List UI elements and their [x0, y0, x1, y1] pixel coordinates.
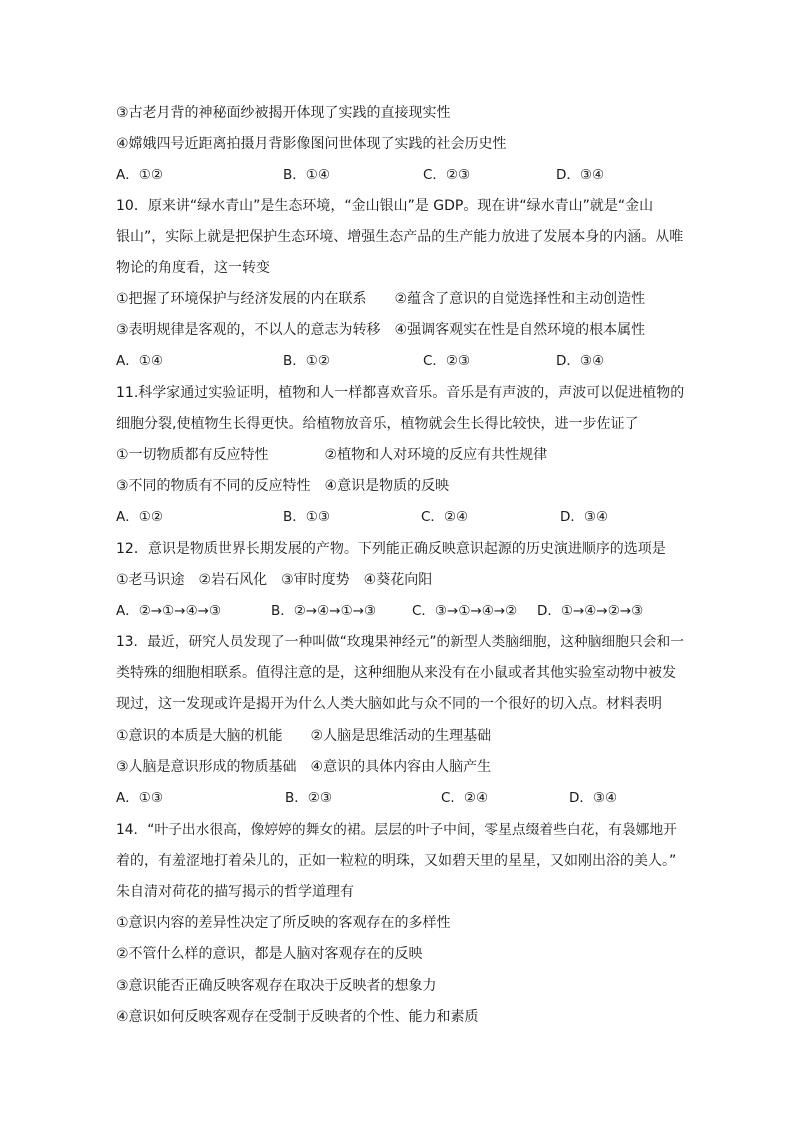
q10-statements-3-4: ③表明规律是客观的，不以人的意志为转移 ④强调客观实在性是自然环境的根本属性	[116, 322, 646, 338]
q11-option-a[interactable]: A．①②	[116, 509, 163, 525]
q10-option-c[interactable]: C．②③	[423, 353, 471, 369]
q10-stem-line-2: 银山”，实际上就是把保护生态环境、增强生态产品的生产能力放进了发展本身的内涵。从唯	[116, 229, 684, 245]
q13-option-d[interactable]: D．③④	[569, 790, 618, 806]
q9-statement-4: ④嫦娥四号近距离拍摄月背影像图问世体现了实践的社会历史性	[116, 136, 507, 152]
q10-stem-line-1: 10．原来讲“绿水青山”是生态环境，“金山银山”是 GDP。现在讲“绿水青山”就是“金山	[116, 198, 654, 214]
q13-stem-line-3: 现过，这一发现或许是揭开为什么人类大脑如此与众不同的一个很好的切入点。材料表明	[116, 696, 662, 712]
q12-option-a[interactable]: A．②→①→④→③	[116, 603, 222, 619]
q11-option-d[interactable]: D．③④	[560, 509, 609, 525]
q10-option-d[interactable]: D．③④	[556, 353, 605, 369]
q14-statement-4: ④意识如何反映客观存在受制于反映者的个性、能力和素质	[116, 1009, 479, 1025]
q13-options	[116, 788, 686, 808]
q12-statements: ①老马识途 ②岩石风化 ③审时度势 ④葵花向阳	[116, 572, 433, 588]
q14-stem-line-1: 14．“叶子出水很高，像婷婷的舞女的裙。层层的叶子中间，零星点缀着些白花，有袅娜地开	[116, 822, 677, 838]
q11-option-b[interactable]: B．①③	[283, 509, 330, 525]
q13-statements-3-4: ③人脑是意识形成的物质基础 ④意识的具体内容由人脑产生	[116, 759, 492, 775]
q12-option-b[interactable]: B．②→④→①→③	[271, 603, 377, 619]
q9-option-a[interactable]: A．①②	[116, 167, 163, 183]
q13-option-a[interactable]: A．①③	[116, 790, 163, 806]
q12-stem-line-1: 12．意识是物质世界长期发展的产物。下列能正确反映意识起源的历史演进顺序的选项是	[116, 541, 666, 557]
q12-option-d[interactable]: D．①→④→②→③	[537, 603, 644, 619]
q13-statements-1-2: ①意识的本质是大脑的机能 ②人脑是思维活动的生理基础	[116, 728, 492, 744]
q9-option-c[interactable]: C．②③	[423, 167, 471, 183]
q10-stem-line-3: 物论的角度看，这一转变	[116, 260, 270, 276]
q10-option-b[interactable]: B．①②	[283, 353, 330, 369]
q12-options	[116, 601, 686, 621]
q10-statements-1-2: ①把握了环境保护与经济发展的内在联系 ②蕴含了意识的自觉选择性和主动创造性	[116, 291, 646, 307]
q14-statement-3: ③意识能否正确反映客观存在取决于反映者的想象力	[116, 978, 437, 994]
q14-statement-1: ①意识内容的差异性决定了所反映的客观存在的多样性	[116, 915, 451, 931]
q13-option-c[interactable]: C．②④	[441, 790, 489, 806]
q11-stem-line-2: 细胞分裂,使植物生长得更快。给植物放音乐，植物就会生长得比较快，进一步佐证了	[116, 416, 639, 432]
q11-options	[116, 507, 686, 527]
q13-stem-line-1: 13．最近，研究人员发现了一种叫做“玫瑰果神经元”的新型人类脑细胞，这种脑细胞只会和一	[116, 634, 684, 650]
q10-option-a[interactable]: A．①④	[116, 353, 163, 369]
q10-options	[116, 351, 686, 371]
q11-statements-1-2: ①一切物质都有反应特性 ②植物和人对环境的反应有共性规律	[116, 447, 548, 463]
q13-option-b[interactable]: B．②③	[285, 790, 332, 806]
q9-option-b[interactable]: B．①④	[283, 167, 330, 183]
q13-stem-line-2: 类特殊的细胞相联系。值得注意的是，这种细胞从来没有在小鼠或者其他实验室动物中被发	[116, 665, 676, 681]
q12-option-c[interactable]: C．③→①→④→②	[412, 603, 518, 619]
q14-stem-line-3: 朱自清对荷花的描写揭示的哲学道理有	[116, 884, 354, 900]
q9-option-d[interactable]: D．③④	[556, 167, 605, 183]
q9-options	[116, 165, 686, 185]
q11-stem-line-1: 11.科学家通过实验证明，植物和人一样都喜欢音乐。音乐是有声波的，声波可以促进植物的	[116, 385, 685, 401]
q14-statement-2: ②不管什么样的意识，都是人脑对客观存在的反映	[116, 946, 423, 962]
q11-statements-3-4: ③不同的物质有不同的反应特性 ④意识是物质的反映	[116, 478, 450, 494]
q14-stem-line-2: 着的，有羞涩地打着朵儿的，正如一粒粒的明珠，又如碧天里的星星，又如刚出浴的美人。”	[116, 853, 677, 869]
q11-option-c[interactable]: C．②④	[421, 509, 469, 525]
q9-statement-3: ③古老月背的神秘面纱被揭开体现了实践的直接现实性	[116, 105, 451, 121]
